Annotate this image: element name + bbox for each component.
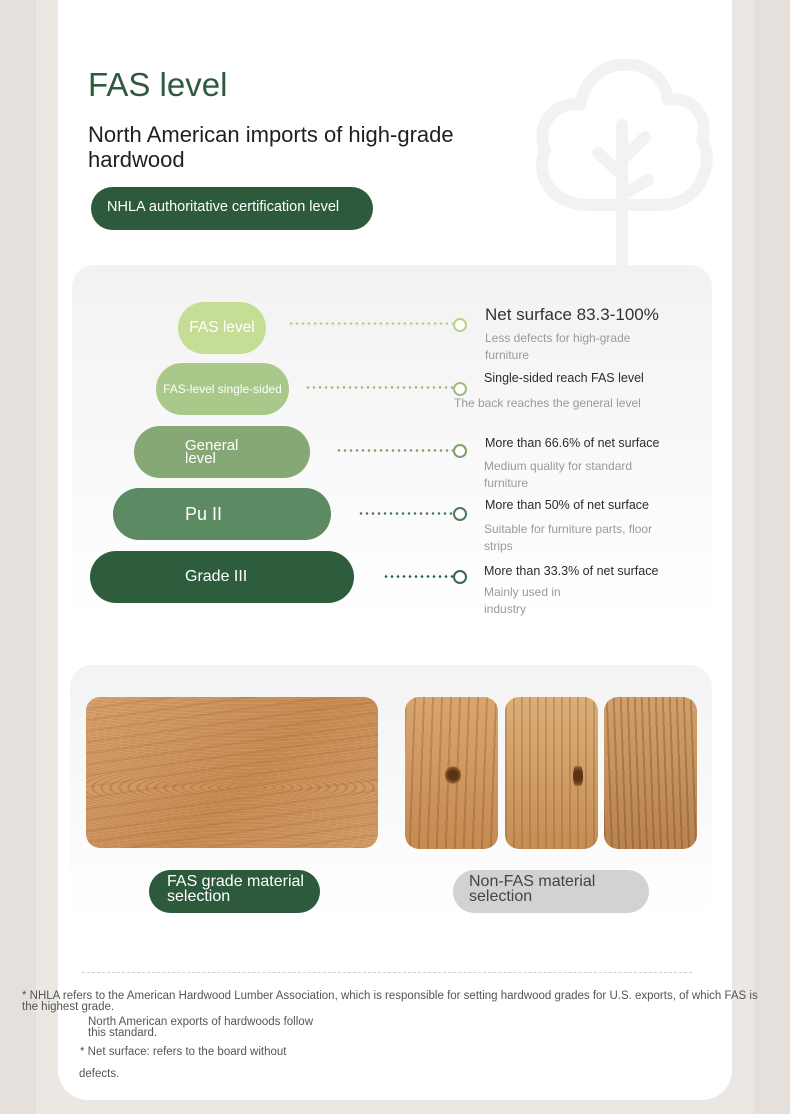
grade-label: FAS level <box>189 319 255 336</box>
grade-marker <box>453 444 467 458</box>
grade-pill-fas <box>178 302 266 354</box>
footnote-nhla: * NHLA refers to the American Hardwood Lumber Association, which is responsible for setting hardwood grades for U.S. exports, of which FAS is the highest grade. <box>22 990 758 1013</box>
non-fas-wood-sample-image <box>604 697 697 849</box>
grade-heading: Net surface 83.3-100% <box>485 305 659 324</box>
dashed-divider <box>82 972 692 973</box>
grade-heading: Single-sided reach FAS level <box>484 371 644 385</box>
non-fas-selection-label <box>453 870 649 913</box>
left-margin <box>0 0 36 1114</box>
grade-heading: More than 50% of net surface <box>485 498 649 512</box>
non-fas-wood-sample-image <box>505 697 598 849</box>
page-subtitle: North American imports of high-grade hardwood <box>88 122 454 172</box>
grade-description: Less defects for high-grade furniture <box>485 331 631 362</box>
fas-wood-sample-image <box>86 697 378 848</box>
grade-description: Suitable for furniture parts, floor strips <box>484 522 653 553</box>
fas-selection-text: FAS grade material selection <box>167 873 304 905</box>
page-title: FAS level <box>88 66 228 103</box>
connector-dots <box>305 386 453 389</box>
grade-marker <box>453 507 467 521</box>
wood-knot <box>445 765 461 785</box>
connector-dots <box>358 512 453 515</box>
connector-dots <box>336 449 453 452</box>
grade-description: Mainly used in industry <box>484 585 561 616</box>
footnote-net-surface: * Net surface: refers to the board without <box>80 1046 287 1058</box>
grade-description: The back reaches the general level <box>454 396 641 410</box>
grade-label: Grade III <box>185 568 248 585</box>
non-fas-selection-text: Non-FAS material selection <box>469 873 596 905</box>
grade-label: Pu II <box>185 503 223 524</box>
tree-icon <box>530 55 715 270</box>
certification-badge: NHLA authoritative certification level <box>91 187 373 230</box>
grade-pill-fas-single-sided <box>156 363 289 415</box>
connector-dots <box>288 322 453 325</box>
grade-pill-general <box>134 426 310 478</box>
grade-label: General level <box>185 437 239 467</box>
grade-pill-pu-ii <box>113 488 331 540</box>
footnote-net-surface-continued: defects. <box>79 1068 120 1080</box>
wood-knot <box>573 762 583 790</box>
grade-pill-grade-iii <box>90 551 354 603</box>
footnote-nhla-continued: North American exports of hardwoods follow this standard. <box>88 1016 313 1039</box>
grade-heading: More than 66.6% of net surface <box>485 436 660 450</box>
grade-label: FAS-level single-sided <box>163 382 282 396</box>
grade-marker <box>453 570 467 584</box>
grade-marker <box>453 318 467 332</box>
grade-marker <box>453 382 467 396</box>
fas-selection-label <box>149 870 320 913</box>
grade-heading: More than 33.3% of net surface <box>484 564 659 578</box>
right-margin <box>754 0 790 1114</box>
non-fas-wood-sample-image <box>405 697 498 849</box>
grade-description: Medium quality for standard furniture <box>484 459 633 490</box>
connector-dots <box>383 575 453 578</box>
